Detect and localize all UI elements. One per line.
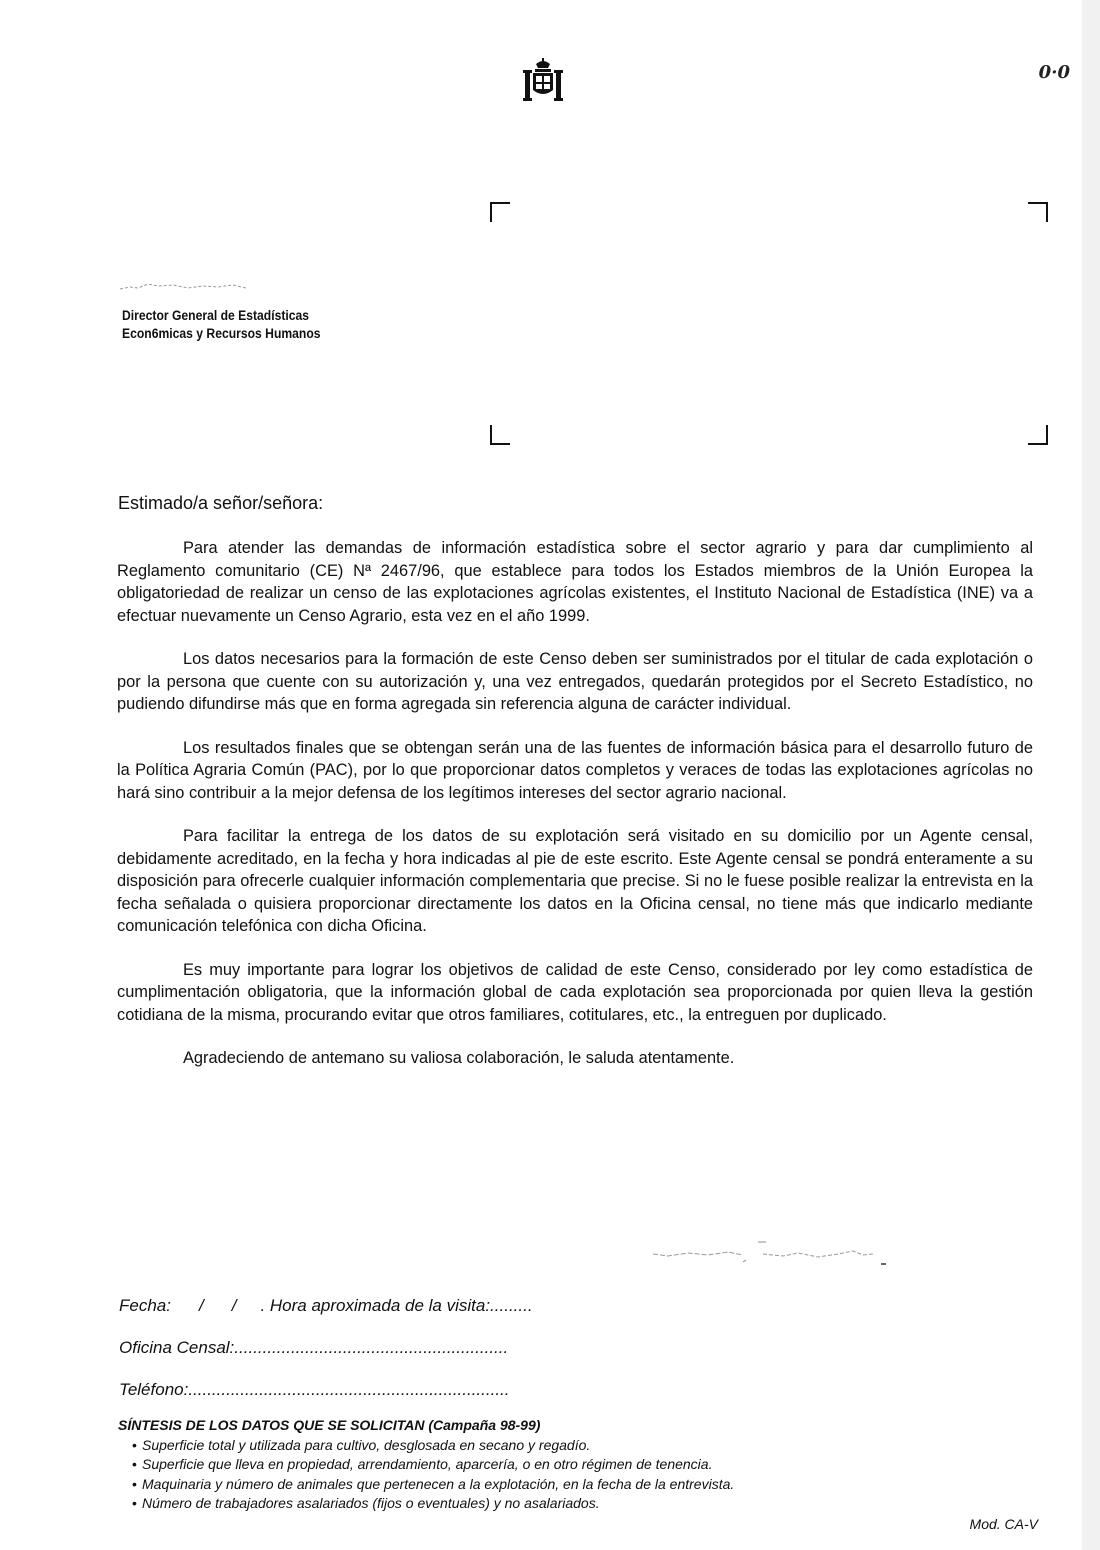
greeting: Estimado/a señor/señora:: [118, 493, 324, 513]
bullet-icon: •: [132, 1495, 137, 1511]
telefono-row: [119, 1378, 533, 1420]
paragraph: Para atender las demandas de información estadística sobre el sector agrario y para dar cumplimiento al Reglamento comunitario (CE) Nª 2467/96, que establece para todos los Estados miembros de la Unión Europea la obligatoriedad de realizar un censo de las explotaciones agrícolas existentes, el Instituto Nacional de Estadística (INE) va a efectuar nuevamente un Censo Agrario, esta vez en el año 1999.: [117, 539, 1033, 625]
telefono-label: Teléfono:....................................................................: [119, 1380, 510, 1399]
fecha-row: [119, 1294, 533, 1336]
address-window-corner-bottom-left: [490, 425, 510, 445]
address-window-corner-top-left: [490, 202, 510, 222]
address-window-corner-bottom-right: [1028, 425, 1048, 445]
list-item: [132, 1494, 938, 1514]
data-summary: [118, 1416, 938, 1514]
visit-form: [119, 1294, 533, 1420]
sender-block: [122, 307, 321, 343]
list-item-text: Número de trabajadores asalariados (fijos o eventuales) y no asalariados.: [142, 1495, 600, 1511]
fecha-separator: /: [198, 1296, 204, 1315]
summary-list: [118, 1436, 938, 1514]
list-item-text: Maquinaria y número de animales que pertenecen a la explotación, en la fecha de la entrevista.: [142, 1475, 735, 1492]
fecha-label: Fecha:: [119, 1296, 171, 1315]
fecha-separator: /: [231, 1296, 237, 1315]
bullet-icon: •: [132, 1475, 137, 1492]
bullet-icon: •: [132, 1456, 137, 1472]
scan-edge: [1082, 0, 1100, 1550]
coat-of-arms-icon: [523, 58, 563, 104]
summary-campaign: (Campaña 98-99): [424, 1417, 541, 1433]
sender-line-1: Director General de Estadísticas: [122, 308, 310, 323]
list-item: [132, 1475, 938, 1495]
bullet-icon: •: [132, 1436, 137, 1453]
closing-line: Agradeciendo de antemano su valiosa colaboración, le saluda atentamente.: [183, 1049, 735, 1067]
oficina-label: Oficina Censal:..........................................................: [119, 1338, 509, 1357]
paragraph: Es muy importante para lograr los objetivos de calidad de este Censo, considerado por ley como estadística de cumplimentación obligatoria, que la información global de cada explotación sea proporcionada por quien lleva la gestión cotidiana de la misma, procurando evitar que otros familiares, cotitulares, etc., la entreguen por duplicado.: [117, 960, 1033, 1024]
model-code: Mod. CA-V: [969, 1516, 1038, 1532]
sender-line-2: Econ6micas y Recursos Humanos: [122, 326, 321, 341]
letter-body: [117, 537, 1033, 1091]
list-item: [132, 1436, 938, 1456]
summary-title: SÍNTESIS DE LOS DATOS QUE SE SOLICITAN: [118, 1417, 425, 1433]
list-item-text: Superficie total y utilizada para cultivo, desglosada en secano y regadío.: [142, 1436, 591, 1453]
paragraph: Los datos necesarios para la formación de este Censo deben ser suministrados por el titular de cada explotación o por la persona que cuente con su autorización y, una vez entregados, quedarán protegidos por el Secreto Estadístico, no pudiendo difundirse más que en forma agregada sin referencia alguna de carácter individual.: [117, 650, 1033, 713]
hora-label: . Hora aproximada de la visita:.........: [260, 1296, 533, 1315]
paragraph: Los resultados finales que se obtengan serán una de las fuentes de información básica para el desarrollo futuro de la Política Agraria Común (PAC), por lo que proporcionar datos completos y veraces de todas las explotaciones agrícolas no hará sino contribuir a la mejor defensa de los legítimos intereses del sector agrario nacional.: [117, 738, 1033, 802]
list-item-text: Superficie que lleva en propiedad, arrendamiento, aparcería, o en otro régimen de tenencia.: [142, 1456, 713, 1472]
signature-scribble: [648, 1240, 888, 1270]
address-window-corner-top-right: [1028, 202, 1048, 222]
summary-heading: [118, 1416, 938, 1436]
list-item: [132, 1455, 938, 1475]
signature-smudge: [118, 282, 248, 292]
corner-mark: 0·0: [1038, 62, 1070, 83]
paragraph: Para facilitar la entrega de los datos de su explotación será visitado en su domicilio por un Agente censal, debidamente acreditado, en la fecha y hora indicadas al pie de este escrito. Este Agente censal se pondrá enteramente a su disposición para ofrecerle cualquier información complementaria que precise. Si no le fuese posible realizar la entrevista en la fecha señalada o quisiera proporcionar directamente los datos en la Oficina censal, no tiene más que indicarlo mediante comunicación telefónica con dicha Oficina.: [117, 827, 1033, 935]
oficina-row: [119, 1336, 533, 1378]
